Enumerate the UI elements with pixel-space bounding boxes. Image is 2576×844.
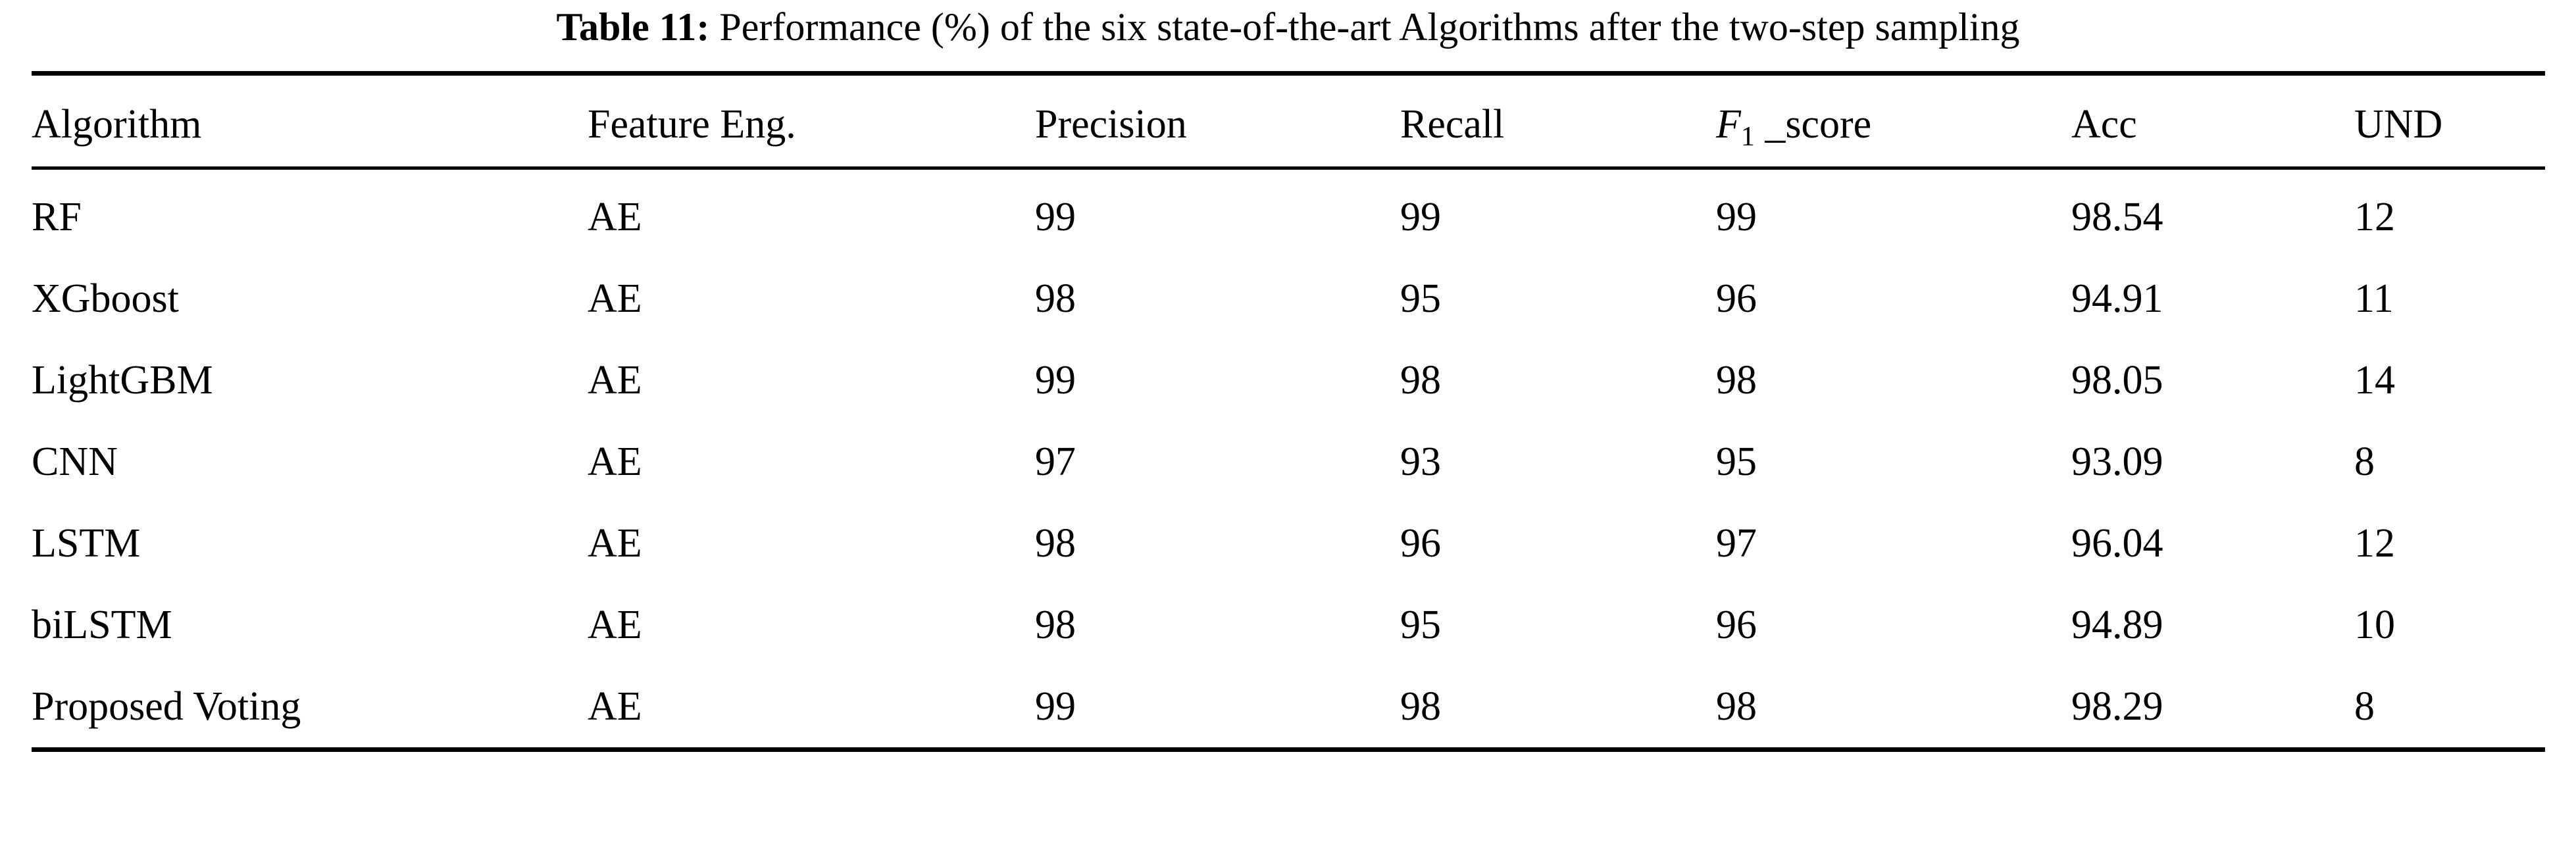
table-top-rule bbox=[32, 74, 2545, 83]
cell-acc: 96.04 bbox=[2071, 521, 2163, 566]
cell-f1-score: 96 bbox=[1716, 276, 1757, 321]
cell-algorithm: XGboost bbox=[32, 276, 179, 321]
cell-feature-eng: AE bbox=[588, 358, 642, 403]
column-header-feature-eng: Feature Eng. bbox=[588, 102, 796, 147]
table-body bbox=[32, 176, 2545, 758]
cell-recall: 98 bbox=[1400, 684, 1441, 729]
cell-acc: 98.05 bbox=[2071, 358, 2163, 403]
column-header-f1-score bbox=[1716, 82, 2071, 168]
cell-precision: 98 bbox=[1035, 521, 1076, 566]
cell-recall: 99 bbox=[1400, 195, 1441, 239]
column-header-precision: Precision bbox=[1035, 102, 1187, 147]
cell-algorithm: RF bbox=[32, 195, 82, 239]
table-row bbox=[32, 176, 2545, 258]
cell-precision: 98 bbox=[1035, 603, 1076, 647]
table-container bbox=[32, 71, 2545, 758]
cell-feature-eng: AE bbox=[588, 521, 642, 566]
cell-f1-score: 99 bbox=[1716, 195, 1757, 239]
cell-algorithm: biLSTM bbox=[32, 603, 172, 647]
cell-feature-eng: AE bbox=[588, 195, 642, 239]
cell-acc: 93.09 bbox=[2071, 439, 2163, 484]
cell-und: 8 bbox=[2354, 439, 2375, 484]
cell-precision: 99 bbox=[1035, 684, 1076, 729]
cell-precision: 99 bbox=[1035, 358, 1076, 403]
table-row bbox=[32, 584, 2545, 666]
cell-und: 12 bbox=[2354, 195, 2395, 239]
table-row bbox=[32, 258, 2545, 339]
table-caption-text: Performance (%) of the six state-of-the-art Algorithms after the two-step sampling bbox=[719, 5, 2020, 49]
cell-recall: 95 bbox=[1400, 603, 1441, 647]
cell-algorithm: LSTM bbox=[32, 521, 141, 566]
table-caption bbox=[0, 0, 2576, 49]
cell-acc: 94.91 bbox=[2071, 276, 2163, 321]
table-row bbox=[32, 503, 2545, 584]
cell-f1-score: 95 bbox=[1716, 439, 1757, 484]
cell-und: 14 bbox=[2354, 358, 2395, 403]
cell-algorithm: Proposed Voting bbox=[32, 684, 301, 729]
performance-table bbox=[32, 71, 2545, 758]
cell-f1-score: 96 bbox=[1716, 603, 1757, 647]
f1-suffix: _score bbox=[1754, 102, 1872, 147]
cell-precision: 97 bbox=[1035, 439, 1076, 484]
column-header-acc: Acc bbox=[2071, 102, 2137, 147]
cell-und: 11 bbox=[2354, 276, 2394, 321]
f1-italic: F bbox=[1716, 102, 1741, 147]
cell-recall: 98 bbox=[1400, 358, 1441, 403]
table-header bbox=[32, 74, 2545, 177]
column-header-und: UND bbox=[2354, 102, 2443, 147]
table-header-row bbox=[32, 82, 2545, 168]
cell-und: 8 bbox=[2354, 684, 2375, 729]
cell-feature-eng: AE bbox=[588, 684, 642, 729]
cell-feature-eng: AE bbox=[588, 276, 642, 321]
table-bottom-rule bbox=[32, 750, 2545, 759]
cell-recall: 95 bbox=[1400, 276, 1441, 321]
cell-f1-score: 98 bbox=[1716, 358, 1757, 403]
cell-recall: 96 bbox=[1400, 521, 1441, 566]
cell-acc: 98.54 bbox=[2071, 195, 2163, 239]
cell-acc: 98.29 bbox=[2071, 684, 2163, 729]
cell-recall: 93 bbox=[1400, 439, 1441, 484]
column-header-recall: Recall bbox=[1400, 102, 1505, 147]
cell-algorithm: CNN bbox=[32, 439, 118, 484]
table-caption-label: Table 11: bbox=[556, 5, 710, 49]
cell-und: 12 bbox=[2354, 521, 2395, 566]
table-row bbox=[32, 421, 2545, 503]
cell-algorithm: LightGBM bbox=[32, 358, 213, 403]
f1-subscript: 1 bbox=[1740, 122, 1755, 152]
cell-feature-eng: AE bbox=[588, 603, 642, 647]
table-row bbox=[32, 666, 2545, 750]
cell-f1-score: 98 bbox=[1716, 684, 1757, 729]
cell-und: 10 bbox=[2354, 603, 2395, 647]
table-row bbox=[32, 339, 2545, 421]
cell-precision: 99 bbox=[1035, 195, 1076, 239]
cell-precision: 98 bbox=[1035, 276, 1076, 321]
column-header-algorithm: Algorithm bbox=[32, 102, 202, 147]
cell-feature-eng: AE bbox=[588, 439, 642, 484]
cell-f1-score: 97 bbox=[1716, 521, 1757, 566]
cell-acc: 94.89 bbox=[2071, 603, 2163, 647]
table-mid-rule bbox=[32, 168, 2545, 177]
